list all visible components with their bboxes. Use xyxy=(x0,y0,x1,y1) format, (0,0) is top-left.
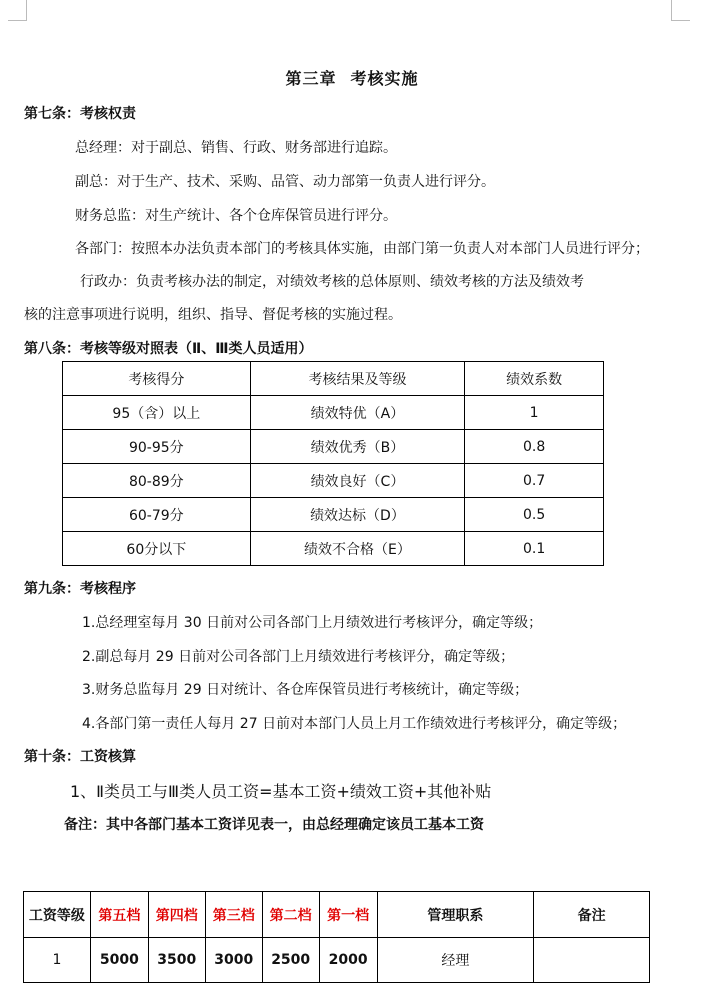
table-header-cell: 考核得分 xyxy=(63,362,251,396)
table-header-cell: 第一档 xyxy=(319,892,377,938)
management-cell: 经理 xyxy=(377,938,534,983)
result-cell: 绩效不合格（E） xyxy=(250,532,465,566)
salary-cell: 2500 xyxy=(262,938,319,983)
coefficient-cell: 0.5 xyxy=(465,498,604,532)
chapter-title xyxy=(0,66,704,89)
table-header-cell: 管理职系 xyxy=(377,892,534,938)
article7-line: 各部门：按照本办法负责本部门的考核具体实施，由部门第一负责人对本部门人员进行评分； xyxy=(75,241,649,257)
salary-cell: 5000 xyxy=(90,938,148,983)
score-cell: 90-95分 xyxy=(63,430,251,464)
page-corner-mark-left xyxy=(8,0,27,21)
score-cell: 80-89分 xyxy=(63,464,251,498)
score-cell: 60-79分 xyxy=(63,498,251,532)
result-cell: 绩效特优（A） xyxy=(250,396,465,430)
article8-heading: 第八条：考核等级对照表（Ⅱ、Ⅲ类人员适用） xyxy=(24,341,313,357)
article10-heading: 第十条：工资核算 xyxy=(24,749,136,765)
article7-line: 行政办：负责考核办法的制定，对绩效考核的总体原则、绩效考核的方法及绩效考 xyxy=(80,274,584,290)
salary-table xyxy=(23,891,650,983)
table-row xyxy=(63,396,604,430)
result-cell: 绩效良好（C） xyxy=(250,464,465,498)
article7-heading: 第七条：考核权责 xyxy=(24,106,136,122)
article7-line: 财务总监：对生产统计、各个仓库保管员进行评分。 xyxy=(75,208,397,224)
table-header-cell: 第三档 xyxy=(205,892,262,938)
table-header-row xyxy=(24,892,650,938)
table-header-cell: 备注 xyxy=(534,892,650,938)
coefficient-cell: 0.7 xyxy=(465,464,604,498)
salary-note: 备注：其中各部门基本工资详见表一，由总经理确定该员工基本工资 xyxy=(64,817,484,833)
score-cell: 60分以下 xyxy=(63,532,251,566)
remark-cell xyxy=(534,938,650,983)
score-cell: 95（含）以上 xyxy=(63,396,251,430)
table-row xyxy=(63,430,604,464)
table-header-row xyxy=(63,362,604,396)
table-header-cell: 工资等级 xyxy=(24,892,91,938)
salary-cell: 3000 xyxy=(205,938,262,983)
article9-line: 2.副总每月 29 日前对公司各部门上月绩效进行考核评分，确定等级； xyxy=(82,649,515,665)
coefficient-cell: 0.8 xyxy=(465,430,604,464)
article7-line: 核的注意事项进行说明，组织、指导、督促考核的实施过程。 xyxy=(24,307,402,323)
salary-cell: 2000 xyxy=(319,938,377,983)
coefficient-cell: 1 xyxy=(465,396,604,430)
grade-table xyxy=(62,361,604,566)
article9-line: 4.各部门第一责任人每月 27 日前对本部门人员上月工作绩效进行考核评分，确定等级； xyxy=(82,716,627,732)
article7-line: 总经理：对于副总、销售、行政、财务部进行追踪。 xyxy=(75,140,397,156)
table-row xyxy=(63,464,604,498)
article9-line: 1.总经理室每月 30 日前对公司各部门上月绩效进行考核评分，确定等级； xyxy=(82,615,543,631)
chapter-number: 第三章 xyxy=(285,69,337,88)
chapter-name: 考核实施 xyxy=(350,69,419,88)
table-header-cell: 考核结果及等级 xyxy=(250,362,465,396)
article9-line: 3.财务总监每月 29 日对统计、各仓库保管员进行考核统计，确定等级； xyxy=(82,682,529,698)
table-header-cell: 第二档 xyxy=(262,892,319,938)
article7-line: 副总：对于生产、技术、采购、品管、动力部第一负责人进行评分。 xyxy=(75,174,495,190)
salary-formula: 1、Ⅱ类员工与Ⅲ类人员工资=基本工资+绩效工资+其他补贴 xyxy=(70,782,492,801)
table-row xyxy=(63,532,604,566)
table-header-cell: 绩效系数 xyxy=(465,362,604,396)
table-header-cell: 第四档 xyxy=(148,892,205,938)
result-cell: 绩效达标（D） xyxy=(250,498,465,532)
table-header-cell: 第五档 xyxy=(90,892,148,938)
article9-heading: 第九条：考核程序 xyxy=(24,581,136,597)
page-corner-mark-right xyxy=(671,0,690,21)
grade-cell: 1 xyxy=(24,938,91,983)
salary-cell: 3500 xyxy=(148,938,205,983)
coefficient-cell: 0.1 xyxy=(465,532,604,566)
table-row xyxy=(63,498,604,532)
table-row xyxy=(24,938,650,983)
result-cell: 绩效优秀（B） xyxy=(250,430,465,464)
